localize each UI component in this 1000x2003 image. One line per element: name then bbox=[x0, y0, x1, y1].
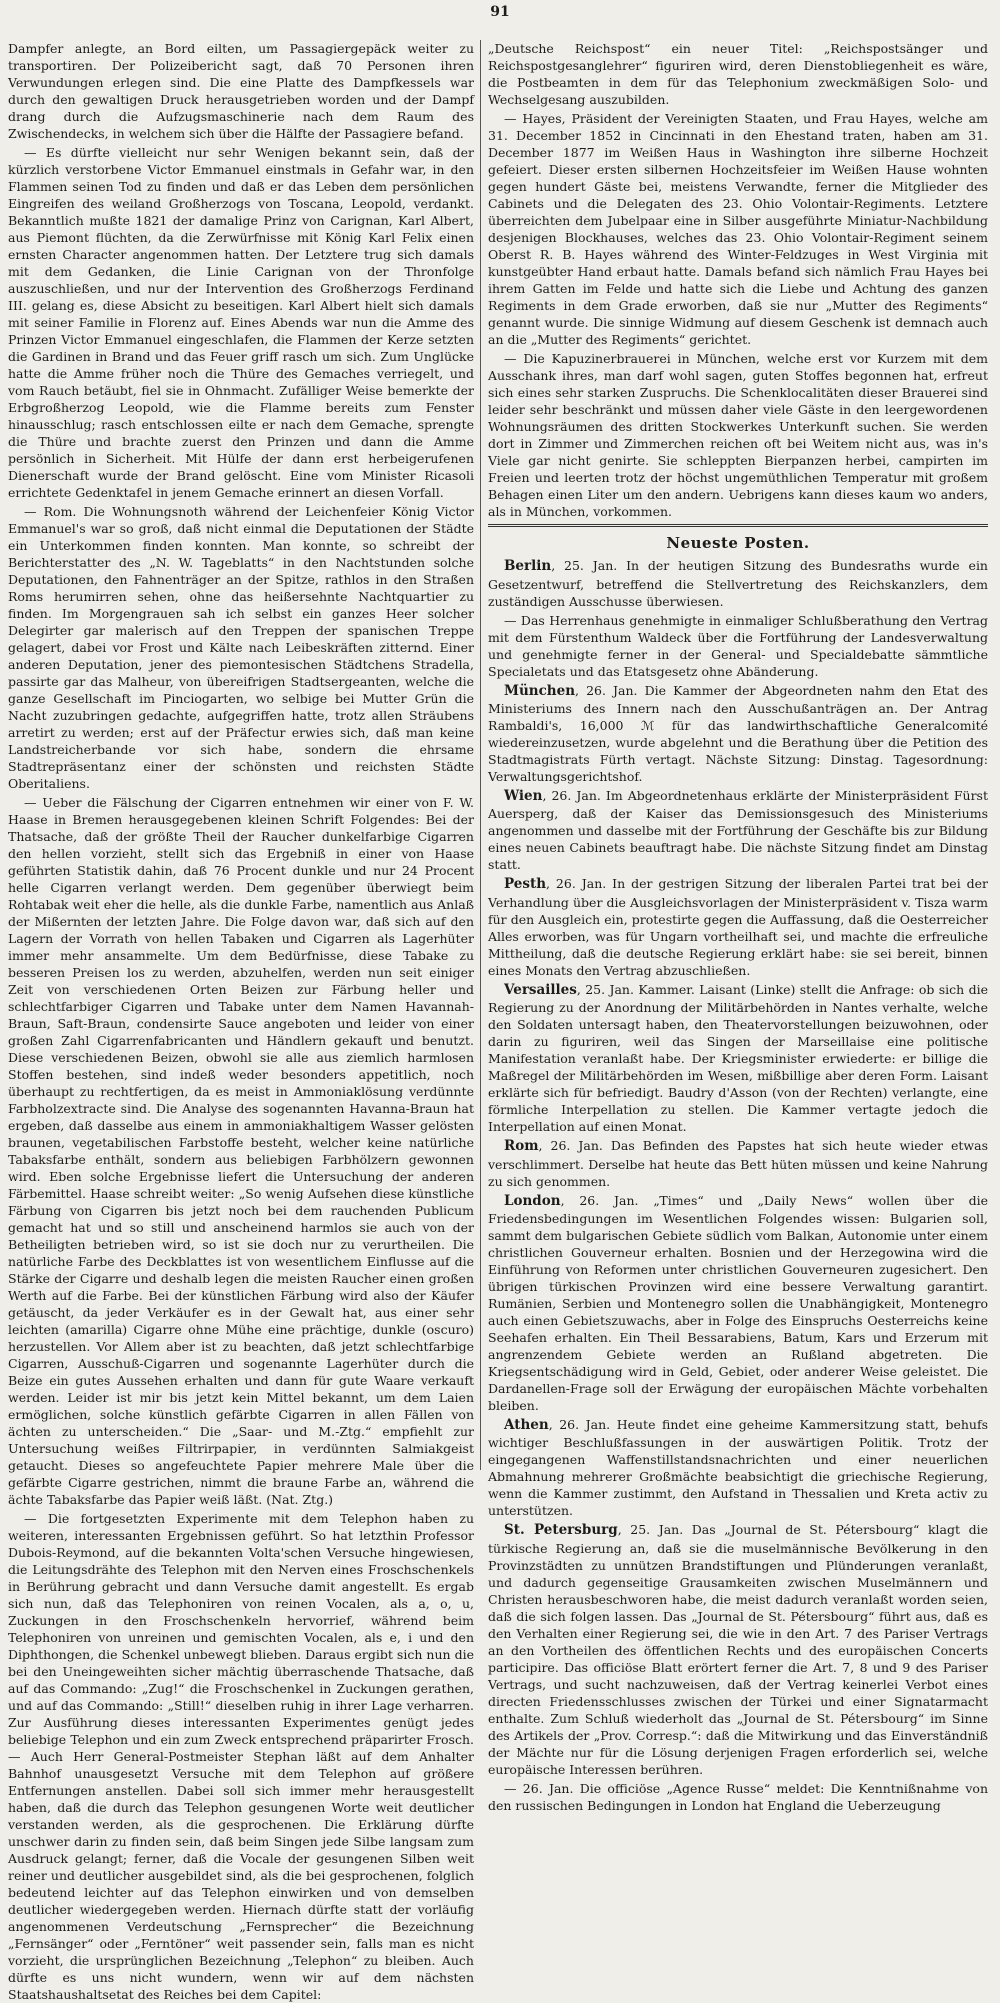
news-date: , 25. Jan. bbox=[551, 558, 618, 574]
article-paragraph: — Ueber die Fälschung der Cigarren entnehmen wir einer von F. W. Haase in Bremen herausgegebenen kleinen Schrift Folgendes: Bei der Thatsache, daß der größte Theil der Raucher dunkelfarbige Cigarren den hellen vorzieht, stellt sich das Ergebniß in einer von Haase geführten Statistik dahin, daß 76 Procent dunkle und nur 24 Procent helle Cigarren verlangt werden. Dem gegenüber überwiegt beim Rohtabak weit eher die helle, als die dunkle Farbe, namentlich aus Anlaß der Mißernten der letzten Jahre. Die Folge davon war, daß sich auf den Lagern der Vorrath von hellen Tabaken und Cigarren als Lagerhüter immer mehr ansammelte. Um dem Bedürfnisse, diese Tabake zu besseren Preisen los zu werden, abzuhelfen, werden nun seit einiger Zeit von verschiedenen Orten Beizen zur Färbung heller und schlechtfarbiger Cigarren und Tabake unter dem Namen Havannah-Braun, Saft-Braun, condensirte Sauce angeboten und leider von einer großen Zahl Cigarrenfabricanten und Händlern gekauft und benutzt. Diese verschiedenen Beizen, obwohl sie alle aus ziemlich harmlosen Stoffen bestehen, sind indeß weder besonders appetitlich, noch überhaupt zu rechtfertigen, da es meist in Ammoniaklösung verdünnte Farbholzextracte sind. Die Analyse des sogenannten Havanna-Braun hat ergeben, daß dasselbe aus einem in ammoniakhaltigem Wasser gelösten braunen, vegetabilischen Farbstoffe besteht, welcher keine natürliche Tabaksfarbe enthält, sondern aus beliebigen Farbhölzern gewonnen wird. Eben solche Ergebnisse liefert die Untersuchung der anderen Färbemittel. Haase schreibt weiter: „So wenig Aufsehen diese künstliche Färbung von Cigarren bis jetzt noch bei dem rauchenden Publicum gemacht hat und so still und anscheinend harmlos sie auch von der Betheiligten betrieben wird, so ist sie doch nur zu verurtheilen. Die natürliche Farbe des Deckblattes ist von wesentlichem Einflusse auf die Stärke der Cigarre und deshalb legen die meisten Raucher einen großen Werth auf die Farbe. Bei der künstlichen Färbung wird also der Käufer getäuscht, da jeder Verkäufer es in der Gewalt hat, aus einer sehr leichten (amarilla) Cigarre ohne Mühe eine prächtige, dunkle (oscuro) herzustellen. Vor Allem aber ist zu beachten, daß jetzt schlechtfarbige Cigarren, Ausschuß-Cigarren und sogenannte Lagerhüter durch die Beize ein gutes Aussehen erhalten und dann für gute Waare verkauft werden. Leider ist mir bis jetzt kein Mittel bekannt, um dem Laien ermöglichen, solche künstlich gefärbte Cigarren in allen Fällen von ächten zu unterscheiden.“ Die „Saar- und M.-Ztg.“ empfiehlt zur Untersuchung weißes Filtrirpapier, in verdünnten Salmiakgeist getaucht. Dieses so angefeuchtete Papier mehrere Male über die gefärbte Cigarre gestrichen, nimmt die braune Farbe an, während die ächte Tabaksfarbe das Papier weiß läßt. (Nat. Ztg.) bbox=[8, 795, 474, 1507]
news-date: , 25. Jan. bbox=[617, 1522, 684, 1538]
news-item bbox=[488, 557, 988, 609]
news-text: Kammer. Laisant (Linke) stellt die Anfrage: ob sich die Regierung zu der Anordnung der Militärbehörden in Nantes verhalte, welche den Soldaten untersagt haben, den Theatervorstellungen beizuwohnen, oder darin zu figuriren, weil das Singen der Marseillaise eine politische Manifestation veranlaßt habe. Der Kriegsminister erwiederte: er billige die Maßregel der Militärbehörden im Wesen, mißbillige aber deren Form. Laisant erklärte sich für befriedigt. Baudry d'Asson (von der Rechten) verlangte, eine förmliche Interpellation zu stellen. Die Kammer vertagte jedoch die Interpellation auf einen Monat. bbox=[488, 981, 988, 1135]
news-text: In der heutigen Sitzung des Bundesraths wurde ein Gesetzentwurf, betreffend die Stellvertretung des Reichskanzlers, dem zuständigen Ausschusse überwiesen. bbox=[488, 558, 988, 609]
news-date: , 26. Jan. bbox=[575, 682, 638, 698]
news-item bbox=[488, 1416, 988, 1519]
article-paragraph: — Die fortgesetzten Experimente mit dem Telephon haben zu weiteren, interessanten Ergebnissen geführt. So hat letzthin Professor Dubois-Reymond, auf die bekannten Volta'schen Versuche hingewiesen, die Leitungsdrähte des Telephon mit den Nerven eines Froschschenkels in Berührung gebracht und dann Versuche damit angestellt. Es ergab sich nun, daß das Telephoniren von reinen Vocalen, als a, o, u, Zuckungen in den Froschschenkeln hervorrief, während beim Telephoniren von unreinen und gemischten Vocalen, als e, i und den Diphthongen, die Schenkel unbewegt blieben. Daraus ergibt sich nun die bei den Uneingeweihten sicher mächtig überraschende Thatsache, daß auf das Commando: „Zug!“ die Froschschenkel in Zuckungen gerathen, und auf das Commando: „Still!“ dieselben ruhig in ihrer Lage verharren. Zur Ausführung dieses interessanten Experimentes genügt jedes beliebige Telephon und ein zum Zweck entsprechend präparirter Frosch. — Auch Herr General-Postmeister Stephan läßt auf dem Anhalter Bahnhof unausgesetzt Versuche mit dem Telephon auf größere Entfernungen anstellen. Dabei soll sich immer mehr herausgestellt haben, daß die durch das Telephon gesungenen Worte weit deutlicher verstanden werden, als die gesprochenen. Die Erklärung dürfte unschwer darin zu finden sein, daß beim Singen jede Silbe langsam zum Ausdruck gelangt; ferner, daß die Vocale der gesungenen Silben weit reiner und deutlicher ausgebildet sind, als die bei gesprochenen, folglich bedeutend leichter auf das Telephon einwirken und von demselben deutlicher wiedergegeben werden. Hiernach dürfte statt der vorläufig angenommenen Verdeutschung „Fernsprecher“ die Bezeichnung „Fernsänger“ oder „Ferntöner“ weit passender sein, falls man es nicht vorzieht, die ursprünglichen Bezeichnung „Telephon“ zu bleiben. Auch dürfte es uns nicht wundern, wenn wir auf dem nächsten Staatshaushaltsetat des Reiches bei dem Capitel: bbox=[8, 1511, 474, 2002]
news-text: Heute findet eine geheime Kammersitzung statt, behufs wichtiger Beschlußfassungen in der auswärtigen Politik. Trotz der eingegangenen Waffenstillstandsnachrichten und einer neuerlichen Abmahnung mehrerer Großmächte beabsichtigt die griechische Regierung, wenn die Kammer zustimmt, den Aufstand in Thessalien und Kreta activ zu unterstützen. bbox=[488, 1416, 988, 1519]
news-date: , 26. Jan. bbox=[560, 1192, 639, 1208]
page-number: 91 bbox=[490, 4, 510, 20]
news-text: Das „Journal de St. Pétersbourg“ klagt die türkische Regierung an, daß sie die muselmännische Bevölkerung in den Provinzstädten zu unnützen Brandstiftungen und Plünderungen veranlaßt, und dadurch gegenseitige Grausamkeiten zwischen Muselmännern und Christen herausbeschworen habe, die meist dadurch veranlaßt worden seien, daß die sich folgen lassen. Das „Journal de St. Pétersbourg“ führt aus, daß es den Verhalten einer Regierung sei, die wie in den Art. 7 des Pariser Vertrags an den Vortheilen des öffentlichen Rechts und des europäischen Concerts participire. Das officiöse Blatt erörtert ferner die Art. 7, 8 und 9 des Pariser Vertrags, und sucht nachzuweisen, daß der Vertrag keinerlei Verbot eines directen Friedensschlusses zwischen der Türkei und einer Signatarmacht enthalte. Zum Schluß wiederholt das „Journal de St. Pétersbourg“ im Sinne des Artikels der „Prov. Corresp.“: daß die Mitwirkung und das Einverständniß der Mächte nur für die Lösung derjenigen Fragen erforderlich sei, welche europäische Interessen berühren. bbox=[488, 1522, 988, 1777]
news-item bbox=[488, 1780, 988, 1814]
article-paragraph: — Die Kapuzinerbrauerei in München, welche erst vor Kurzem mit dem Ausschank ihres, man darf wohl sagen, guten Stoffes begonnen hat, erfreut sich eines sehr starken Zuspruchs. Die Schenklocalitäten dieser Brauerei sind leider sehr beschränkt und müssen daher viele Gäste in den leergewordenen Wohnungsräumen des dritten Stockwerkes Unterkunft suchen. Sie werden dort in Zimmer und Zimmerchen reichen oft bei Weitem nicht aus, was in's Viele gar nicht genirte. Sie schleppten Bierpanzen herbei, campirten im Freien und leerten trotz der höchst ungemüthlichen Temperatur mit großem Behagen einen Liter um den andern. Uebrigens kann dieses kaum wo anders, als in München, vorkommen. bbox=[488, 351, 988, 519]
news-text: Im Abgeordnetenhaus erklärte der Ministerpräsident Fürst Auersperg, daß der Kaiser das Demissionsgesuch des Ministeriums angenommen und dasselbe mit der Fortführung der Geschäfte bis zur Bildung eines neuen Cabinets beauftragt habe. Die nächste Sitzung findet am Dinstag statt. bbox=[488, 788, 988, 873]
news-place: München bbox=[504, 682, 576, 699]
section-divider bbox=[488, 524, 988, 527]
news-place: London bbox=[504, 1192, 561, 1209]
article-paragraph: — Es dürfte vielleicht nur sehr Wenigen bekannt sein, daß der kürzlich verstorbene Victor Emmanuel einstmals in Gefahr war, in den Flammen seinen Tod zu finden und daß er das Leben dem persönlichen Eingreifen des weiland Großherzogs von Toscana, Leopold, verdankt. Bekanntlich mußte 1821 der damalige Prinz von Carignan, Karl Albert, aus Piemont flüchten, da die Zerwürfnisse mit König Karl Felix einen ernsten Character angenommen hatten. Der Letztere trug sich damals mit dem Gedanken, die Linie Carignan von der Thronfolge auszuschließen, und nur der Intervention des Großherzogs Ferdinand III. gelang es, diese Absicht zu beseitigen. Karl Albert hielt sich damals mit seiner Familie in Florenz auf. Eines Abends war nun die Amme des Prinzen Victor Emmanuel eingeschlafen, die Flammen der Kerze setzten die Gardinen in Brand und das Feuer griff rasch um sich. Zum Unglücke hatte die Amme früher noch die Thüre des Gemaches verriegelt, und vom Rauch betäubt, fiel sie in Ohnmacht. Zufälliger Weise bemerkte der Erbgroßherzog Leopold, wie die Flamme bereits zum Fenster hinausschlug; rasch entschlossen eilte er nach dem Gemache, sprengte die Thüre und brachte zuerst den Prinzen und dann die Amme persönlich in Sicherheit. Mit Hülfe der dann erst herbeigerufenen Dienerschaft wurde der Brand gelöscht. Eine vom Minister Ricasoli errichtete Gedenktafel in jenem Gemache erinnert an diesen Vorfall. bbox=[8, 145, 474, 500]
news-item bbox=[488, 875, 988, 978]
news-item bbox=[488, 981, 988, 1135]
news-text: — Das Herrenhaus genehmigte in einmaliger Schlußberathung den Vertrag mit dem Fürstenthum Waldeck über die Fortführung der Landesverwaltung und genehmigte ferner in der General- und Specialdebatte sämmtliche Specialetats und das Etatsgesetz ohne Abänderung. bbox=[488, 612, 988, 679]
news-item bbox=[488, 1137, 988, 1189]
news-date: , 25. Jan. bbox=[576, 981, 634, 997]
news-text: „Times“ und „Daily News“ wollen über die Friedensbedingungen im Wesentlichen Folgendes wissen: Bulgarien soll, sammt dem bulgarischen Gebiete südlich vom Balkan, Autonomie unter einem christlichen Gouverneur erhalten. Bosnien und der Herzegowina wird die Einführung von Reformen unter christlichen Gouverneuren zugesichert. Den übrigen türkischen Provinzen wird eine bessere Verwaltung garantirt. Rumänien, Serbien und Montenegro sollen die Unabhängigkeit, Montenegro auch einen Gebietszuwachs, aber in Folge des Einspruchs Oesterreichs keine Seehafen erhalten. Ein Theil Bessarabiens, Batum, Kars und Erzerum mit angrenzendem Gebiete werden an Rußland abgetreten. Die Kriegsentschädigung wird in Geld, Gebiet, oder anderer Weise geleistet. Die Dardanellen-Frage soll der Erwägung der europäischen Mächte vorbehalten bleiben. bbox=[488, 1192, 988, 1413]
news-text: Die Kammer der Abgeordneten nahm den Etat des Ministeriums des Innern nach den Ausschußanträgen an. Der Antrag Rambaldi's, 16,000 ℳ für das landwirthschaftliche Generalcomité wiedereinzusetzen, wurde abgelehnt und die Berathung über die Petition des Stadtmagistrats Fürth vertagt. Nächste Sitzung: Dinstag. Tagesordnung: Verwaltungsgerichtshof. bbox=[488, 682, 988, 785]
news-item bbox=[488, 1192, 988, 1414]
column-divider bbox=[480, 40, 481, 1470]
news-date: , 26. Jan. bbox=[538, 1138, 603, 1154]
news-date: , 26. Jan. bbox=[546, 876, 607, 892]
news-place: Versailles bbox=[504, 981, 577, 998]
news-item bbox=[488, 612, 988, 680]
news-place: Athen bbox=[504, 1416, 549, 1433]
news-place: Wien bbox=[504, 788, 543, 805]
news-place: Berlin bbox=[504, 558, 552, 575]
article-paragraph: — Hayes, Präsident der Vereinigten Staaten, und Frau Hayes, welche am 31. December 1852 in Cincinnati in den Ehestand traten, haben am 31. December 1877 im Weißen Haus in Washington ihre silberne Hochzeit gefeiert. Dieser ersten silbernen Hochzeitsfeier im Weißen Hause wohnten gegen hundert Gäste bei, meistens Verwandte, ferner die Mitglieder des Cabinets und die Delegaten des 23. Ohio Volontair-Regiments. Letztere überreichten dem Jubelpaar eine in Silber ausgeführte Miniatur-Nachbildung desjenigen Blockhauses, welches das 23. Ohio Volontair-Regiment seinem Oberst R. B. Hayes während des Winter-Feldzuges in West Virginia mit kunstgeübter Hand erbaut hatte. Damals befand sich nämlich Frau Hayes bei ihrem Gatten im Felde und hatte sich die Liebe und Achtung des ganzen Regiments in dem Grade erworben, daß sie nur „Mutter des Regiments“ genannt wurde. Die sinnige Widmung auf diesem Geschenk ist demnach auch an die „Mutter des Regiments“ gerichtet. bbox=[488, 111, 988, 347]
article-paragraph: „Deutsche Reichspost“ ein neuer Titel: „Reichspostsänger und Reichspostgesanglehrer“ figuriren wird, deren Dienstobliegenheit es wäre, die Postbeamten in dem für das Telephonium zweckmäßigen Solo- und Wechselgesang auszubilden. bbox=[488, 41, 988, 107]
news-text: Das Befinden des Papstes hat sich heute wieder etwas verschlimmert. Derselbe hat heute das Bett hüten müssen und keine Nahrung zu sich genommen. bbox=[488, 1138, 988, 1189]
article-paragraph: Dampfer anlegte, an Bord eilten, um Passagiergepäck weiter zu transportiren. Der Polizeibericht sagt, daß 70 Personen ihren Verwundungen erlegen sind. Die eine Platte des Dampfkessels war durch den gewaltigen Druck herausgetrieben worden und der Dampf drang durch die Aufzugsmaschinerie nach dem Raum des Zwischendecks, in welchem sich über die Hälfte der Passagiere befand. bbox=[8, 41, 474, 141]
news-place: St. Petersburg bbox=[504, 1522, 618, 1539]
news-date: , 26. Jan. bbox=[548, 1416, 611, 1432]
right-column bbox=[488, 40, 988, 1813]
left-column bbox=[8, 40, 474, 2002]
news-item bbox=[488, 787, 988, 873]
news-item bbox=[488, 1521, 988, 1777]
news-text: — 26. Jan. Die officiöse „Agence Russe“ meldet: Die Kenntnißnahme von den russischen Bedingungen in London hat England die Ueberzeugung bbox=[488, 1780, 988, 1813]
news-date: , 26. Jan. bbox=[542, 788, 601, 804]
news-place: Pesth bbox=[504, 876, 547, 893]
article-paragraph: — Rom. Die Wohnungsnoth während der Leichenfeier König Victor Emmanuel's war so groß, daß nicht einmal die Deputationen der Städte ein Unterkommen finden konnten. Man konnte, so schreibt der Berichterstatter des „N. W. Tageblatts“ in den Nachtstunden solche Deputationen, den Fahnenträger an der Spitze, rathlos in den Straßen Roms herumirren sehen, ohne das heißersehnte Nachtquartier zu finden. Im Morgengrauen sah ich selbst ein ganzes Heer solcher Delegirter gar malerisch auf den Treppen der spanischen Treppe gelagert, dabei vor Frost und Kälte nach Leibeskräften zitternd. Einer anderen Deputation, jener des piemontesischen Städtchens Stradella, passirte gar das Malheur, von übereifrigen Stadtsergeanten, welche die ganze Gesellschaft im Pinciogarten, wo selbige bei Mutter Grün die Nacht zuzubringen gedachte, aufgegriffen hatte, trotz allen Sträubens arretirt zu werden; erst auf der Präfectur erwies sich, daß man keine Landstreicherbande vor sich habe, sondern die ehrsame Stadtrepräsentanz einer der schönsten und reichsten Städte Oberitaliens. bbox=[8, 504, 474, 791]
section-heading-news: Neueste Posten. bbox=[666, 534, 810, 552]
news-text: In der gestrigen Sitzung der liberalen Partei trat bei der Verhandlung über die Ausgleichsvorlagen der Ministerpräsident v. Tisza warm für den Ausgleich ein, protestirte gegen die Auffassung, daß die Oesterreicher Alles erworben, was für Ungarn vortheilhaft sei, und machte die erfreuliche Mittheilung, daß die deutsche Regierung erklärt habe: sie sei bereit, binnen eines Monats den Vertrag abzuschließen. bbox=[488, 876, 988, 978]
news-item bbox=[488, 682, 988, 785]
news-place: Rom bbox=[504, 1138, 539, 1155]
